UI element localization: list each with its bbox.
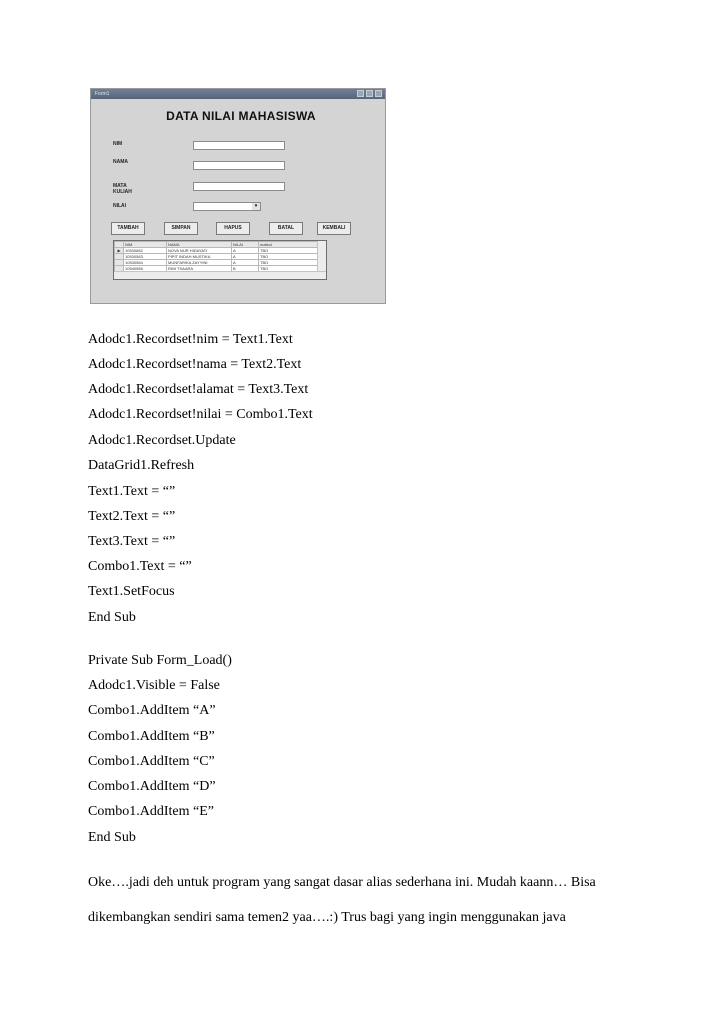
grid-cell: A xyxy=(232,248,259,254)
label-nim: NIM xyxy=(113,141,123,147)
nim-input xyxy=(193,141,285,150)
grid-cell: NOVA NUR HIDAYATI xyxy=(167,248,232,254)
grid-cell: RINI TSAARA xyxy=(167,266,232,272)
grid-header: NILAI xyxy=(232,242,259,248)
label-nama: NAMA xyxy=(113,159,128,165)
grid-cell: TBO xyxy=(259,266,318,272)
code-line: Combo1.Text = “” xyxy=(88,559,192,574)
hapus-button: HAPUS xyxy=(216,222,250,235)
grid-cell: 10530583 xyxy=(124,254,167,260)
simpan-button: SIMPAN xyxy=(164,222,198,235)
code-line: Adodc1.Recordset!nama = Text2.Text xyxy=(88,357,302,372)
nilai-combo xyxy=(193,202,261,211)
grid-cell: B xyxy=(232,266,259,272)
tambah-button: TAMBAH xyxy=(111,222,145,235)
paragraph-line: dikembangkan sendiri sama temen2 yaa….:) Trus bagi yang ingin menggunakan java xyxy=(88,910,566,925)
code-line: End Sub xyxy=(88,830,136,845)
code-line: Adodc1.Recordset!alamat = Text3.Text xyxy=(88,382,309,397)
code-line: DataGrid1.Refresh xyxy=(88,458,195,473)
grid-cell: TBO xyxy=(259,260,318,266)
chevron-down-icon: ▾ xyxy=(252,203,260,210)
form-titlebar xyxy=(91,89,385,99)
grid-cell: A xyxy=(232,254,259,260)
code-line: Adodc1.Recordset.Update xyxy=(88,433,236,448)
grid-cell: TBO xyxy=(259,254,318,260)
paragraph-line: Oke….jadi deh untuk program yang sangat dasar alias sederhana ini. Mudah kaann… Bisa xyxy=(88,875,596,890)
maximize-icon xyxy=(366,90,373,97)
grid-cell: PIPIT INDAH MUSTIKA xyxy=(167,254,232,260)
close-icon xyxy=(375,90,382,97)
data-grid xyxy=(113,240,327,280)
code-line: Combo1.AddItem “D” xyxy=(88,779,216,794)
window-caption: Form1 xyxy=(95,91,110,97)
minimize-icon xyxy=(357,90,364,97)
grid-cell: 10530584 xyxy=(124,260,167,266)
grid-cell: 10540585 xyxy=(124,266,167,272)
grid-vertical-scrollbar xyxy=(317,241,326,272)
form-title: DATA NILAI MAHASISWA xyxy=(166,109,316,123)
batal-button: BATAL xyxy=(269,222,303,235)
grid-header: NAMA xyxy=(167,242,232,248)
code-line: Adodc1.Recordset!nim = Text1.Text xyxy=(88,332,293,347)
grid-cell: MUNFARIKA ZAYYINI xyxy=(167,260,232,266)
code-line: Text1.Text = “” xyxy=(88,484,176,499)
grid-header: matkul xyxy=(259,242,318,248)
label-mata: MATA xyxy=(113,183,127,189)
grid-horizontal-scrollbar xyxy=(114,271,326,279)
label-kuliah: KULIAH xyxy=(113,189,132,195)
code-line: Text1.SetFocus xyxy=(88,584,175,599)
code-line: Text2.Text = “” xyxy=(88,509,176,524)
code-line: Combo1.AddItem “A” xyxy=(88,703,216,718)
code-line: Combo1.AddItem “B” xyxy=(88,729,215,744)
code-line: Combo1.AddItem “E” xyxy=(88,804,214,819)
code-line: Private Sub Form_Load() xyxy=(88,653,232,668)
label-nilai: NILAI xyxy=(113,203,127,209)
grid-cell: TBO xyxy=(259,248,318,254)
grid-cell: A xyxy=(232,260,259,266)
grid-cell: 10530682 xyxy=(124,248,167,254)
kembali-button: KEMBALI xyxy=(317,222,351,235)
code-line: Text3.Text = “” xyxy=(88,534,176,549)
code-line: End Sub xyxy=(88,610,136,625)
code-line: Adodc1.Recordset!nilai = Combo1.Text xyxy=(88,407,313,422)
mata-kuliah-input xyxy=(193,182,285,191)
row-pointer-icon: ▶ xyxy=(115,248,124,254)
grid-header: NIM xyxy=(124,242,167,248)
nama-input xyxy=(193,161,285,170)
form-screenshot xyxy=(90,88,386,304)
code-line: Combo1.AddItem “C” xyxy=(88,754,215,769)
code-line: Adodc1.Visible = False xyxy=(88,678,220,693)
